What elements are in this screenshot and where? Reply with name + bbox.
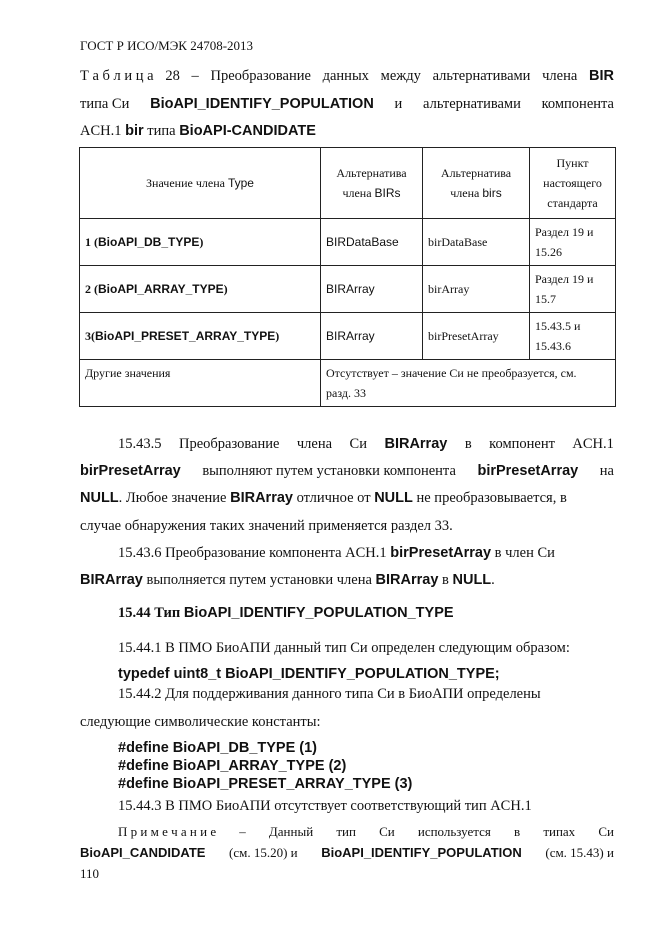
type-value-cell: 1 (BioAPI_DB_TYPE) <box>80 219 321 266</box>
caption-bold-word: BIR <box>589 68 614 84</box>
caption-word: между <box>380 68 421 84</box>
caption-word: данных <box>322 68 369 84</box>
code-define: #define BioAPI_PRESET_ARRAY_TYPE (3) <box>118 776 413 792</box>
clause-cell: Раздел 19 и 15.7 <box>530 266 616 313</box>
document-header: ГОСТ Р ИСО/МЭК 24708-2013 <box>80 38 254 53</box>
caption-word: 28 <box>165 68 180 84</box>
page-number: 110 <box>80 866 100 881</box>
table-row <box>80 313 616 360</box>
caption-word: альтернативами <box>432 68 531 84</box>
table-caption-line-1 <box>80 68 614 85</box>
header-cell-bir: Альтернатива члена birs <box>423 148 530 219</box>
clause-cell: Раздел 19 и 15.26 <box>530 219 616 266</box>
bir-cell: birPresetArray <box>423 313 530 360</box>
section-heading-15-44: 15.44 Тип BioAPI_IDENTIFY_POPULATION_TYPE <box>118 605 454 621</box>
caption-word: альтернативами <box>423 96 521 112</box>
paragraph-15-44-3: 15.44.3 В ПМО БиоАПИ отсутствует соответствующий тип ACH.1 <box>118 798 532 814</box>
caption-word: ACH.1 <box>80 123 122 139</box>
paragraph-15-43-6-line-1: 15.43.6 Преобразование компонента ACH.1 birPresetArray в член Си <box>118 545 555 561</box>
header-cell-clause: Пункт настоящего стандарта <box>530 148 616 219</box>
note-line-1: П р и м е ч а н и е – Данный тип Си используется в типах Си <box>118 824 614 839</box>
paragraph-15-43-5-line-4: случае обнаружения таких значений применяется раздел 33. <box>80 518 453 534</box>
header-cell-type: Значение члена Type <box>80 148 321 219</box>
table-row <box>80 219 616 266</box>
paragraph-15-44-2-line-1: 15.44.2 Для поддерживания данного типа Си в БиоАПИ определены <box>118 686 541 702</box>
paragraph-15-44-2-line-2: следующие символические константы: <box>80 714 321 730</box>
birs-type-cell: BIRDataBase <box>321 219 423 266</box>
bir-cell: birArray <box>423 266 530 313</box>
caption-word: типа Си <box>80 96 130 112</box>
paragraph-15-43-5-line-2: birPresetArray выполняют путем установки компонента birPresetArray на <box>80 463 614 479</box>
clause-cell: 15.43.5 и 15.43.6 <box>530 313 616 360</box>
bir-cell: birDataBase <box>423 219 530 266</box>
caption-word: члена <box>542 68 578 84</box>
type-value-cell: 2 (BioAPI_ARRAY_TYPE) <box>80 266 321 313</box>
paragraph-15-43-5-line-3: NULL. Любое значение BIRArray отличное от NULL не преобразовывается, в <box>80 490 567 506</box>
caption-word: и <box>394 96 403 112</box>
caption-word: компонента <box>541 96 614 112</box>
code-typedef: typedef uint8_t BioAPI_IDENTIFY_POPULATION_TYPE; <box>118 666 500 682</box>
caption-bold-word: BioAPI-CANDIDATE <box>179 123 316 139</box>
birs-type-cell: BIRArray <box>321 313 423 360</box>
caption-bold-word: bir <box>125 123 144 139</box>
table-caption-line-3 <box>80 123 316 140</box>
table-row <box>80 266 616 313</box>
birs-type-cell: BIRArray <box>321 266 423 313</box>
caption-word: – <box>191 68 199 84</box>
header-cell-birs: Альтернатива члена BIRs <box>321 148 423 219</box>
other-note-cell: Отсутствует – значение Си не преобразуется, см. разд. 33 <box>321 360 616 407</box>
caption-word: Преобразование <box>210 68 311 84</box>
caption-word: Т а б л и ц а <box>80 68 154 84</box>
code-define: #define BioAPI_DB_TYPE (1) <box>118 740 318 756</box>
conversion-table <box>79 147 616 407</box>
type-value-cell: 3(BioAPI_PRESET_ARRAY_TYPE) <box>80 313 321 360</box>
note-line-2: BioAPI_CANDIDATE (см. 15.20) и BioAPI_IDENTIFY_POPULATION (см. 15.43) и <box>80 845 614 860</box>
paragraph-15-43-5-line-1: 15.43.5 Преобразование члена Си BIRArray в компонент ACH.1 <box>118 436 614 452</box>
paragraph-15-44-1: 15.44.1 В ПМО БиоАПИ данный тип Си определен следующим образом: <box>118 640 570 656</box>
table-caption-line-2 <box>80 96 614 113</box>
table-header-row <box>80 148 616 219</box>
table-row-other <box>80 360 616 407</box>
paragraph-15-43-6-line-2: BIRArray выполняется путем установки члена BIRArray в NULL. <box>80 572 495 588</box>
caption-bold-word: BioAPI_IDENTIFY_POPULATION <box>150 96 374 112</box>
other-values-cell: Другие значения <box>80 360 321 407</box>
code-define: #define BioAPI_ARRAY_TYPE (2) <box>118 758 347 774</box>
caption-word: типа <box>147 123 176 139</box>
